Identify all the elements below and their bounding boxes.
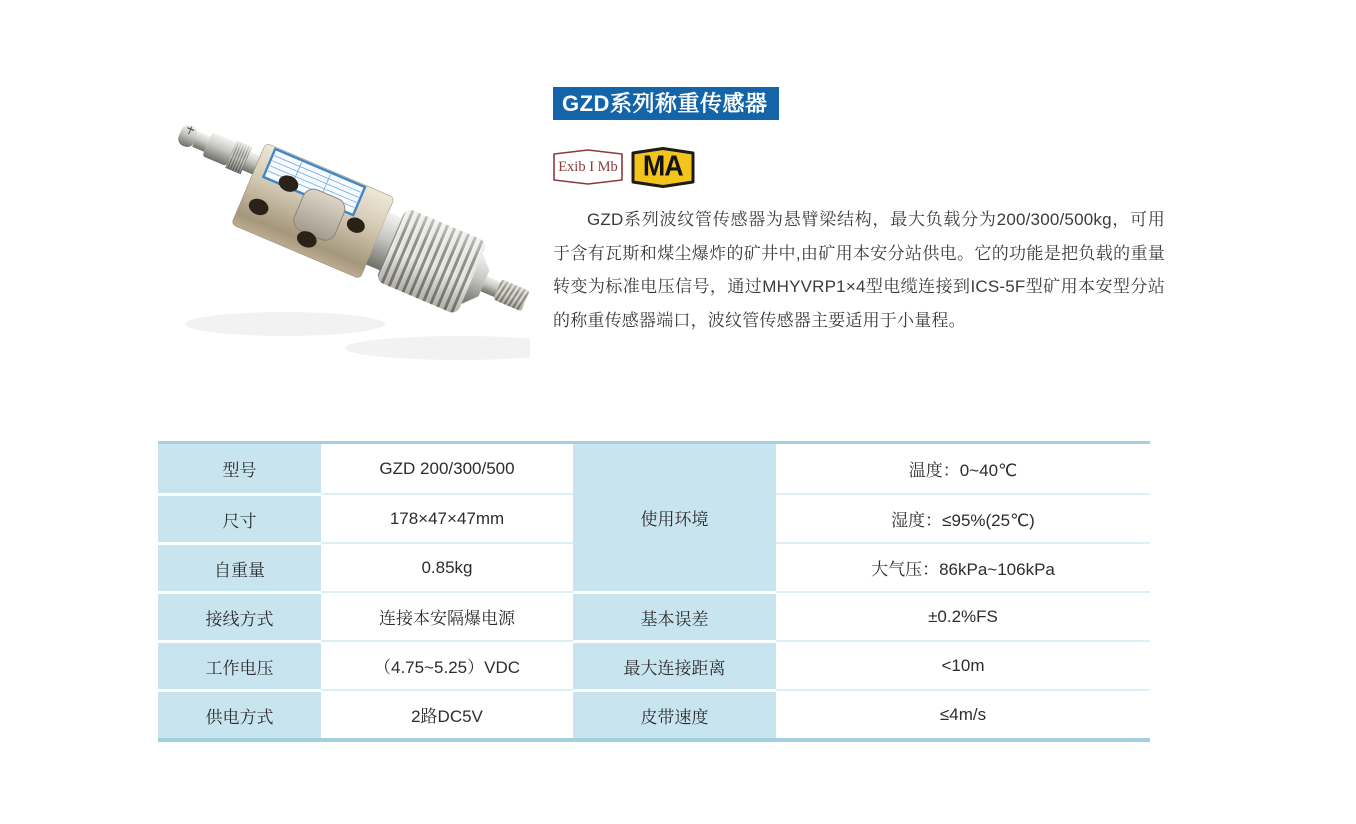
spec-label-environment: 使用环境: [573, 444, 776, 591]
product-description: GZD系列波纹管传感器为悬臂梁结构，最大负载分为200/300/500kg，可用于含有瓦斯和煤尘爆炸的矿井中,由矿用本安分站供电。它的功能是把负载的重量转变为标准电压信号，通过MHYVRP1×4型电缆连接到ICS-5F型矿用本安型分站的称重传感器端口，波纹管传感器主要适用于小量程。: [553, 210, 1165, 330]
spec-value-weight: 0.85kg: [321, 542, 573, 591]
spec-value-wiring: 连接本安隔爆电源: [321, 591, 573, 640]
load-cell-illustration: [160, 86, 530, 376]
exib-cert-badge: [553, 149, 623, 185]
spec-label-wiring: 接线方式: [158, 591, 321, 640]
ma-cert-badge: [631, 147, 695, 188]
exib-cert-label: Exib I Mb: [558, 159, 618, 175]
product-photo: [160, 86, 530, 376]
spec-label-belt-speed: 皮带速度: [573, 689, 776, 738]
ma-cert-label: MA: [643, 149, 683, 182]
spec-value-basic-error: ±0.2%FS: [776, 591, 1150, 640]
spec-label-model: 型号: [158, 444, 321, 493]
photo-shadow: [345, 336, 530, 360]
spec-value-temperature: 温度：0~40℃: [776, 444, 1150, 493]
page-title: GZD系列称重传感器: [562, 91, 768, 116]
spec-table: [158, 441, 1150, 742]
certification-badges: [553, 146, 695, 188]
spec-value-belt-speed: ≤4m/s: [776, 689, 1150, 738]
spec-value-power-supply: 2路DC5V: [321, 689, 573, 738]
cable-connector: [174, 119, 262, 178]
spec-value-dimensions: 178×47×47mm: [321, 493, 573, 542]
spec-label-max-distance: 最大连接距离: [573, 640, 776, 689]
spec-value-model: GZD 200/300/500: [321, 444, 573, 493]
spec-label-dimensions: 尺寸: [158, 493, 321, 542]
spec-label-working-voltage: 工作电压: [158, 640, 321, 689]
threaded-stud: [480, 273, 530, 311]
spec-label-weight: 自重量: [158, 542, 321, 591]
spec-value-working-voltage: （4.75~5.25）VDC: [321, 640, 573, 689]
spec-label-basic-error: 基本误差: [573, 591, 776, 640]
photo-shadow: [185, 312, 385, 336]
spec-label-power-supply: 供电方式: [158, 689, 321, 738]
page-title-banner: [553, 87, 779, 120]
spec-value-max-distance: <10m: [776, 640, 1150, 689]
spec-value-pressure: 大气压：86kPa~106kPa: [776, 542, 1150, 591]
spec-value-humidity: 湿度：≤95%(25℃): [776, 493, 1150, 542]
